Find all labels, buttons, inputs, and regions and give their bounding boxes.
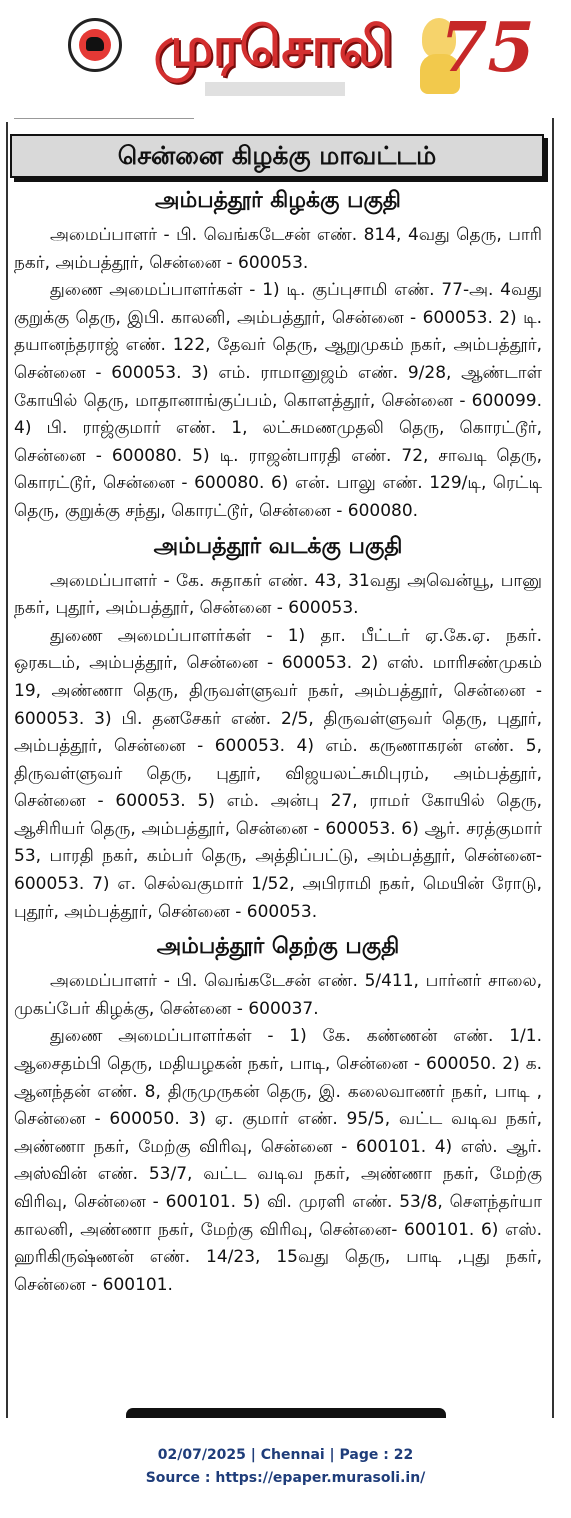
organizer-paragraph: அமைப்பாளர் - பி. வெங்கடேசன் எண். 814, 4வது தெரு, பாரி நகர், அம்பத்தூர், சென்னை - 600053. [14,225,542,273]
section-title: அம்பத்தூர் வடக்கு பகுதி [153,533,403,559]
deputies-paragraph: துணை அமைப்பாளர்கள் - 1) டி. குப்புசாமி எண். 77-அ. 4வது குறுக்கு தெரு, இபி. காலனி, அம்பத்தூர், சென்னை - 600053. 2) டி. தயானந்தராஜ் எண். 122, தேவர் தெரு, ஆறுமுகம் நகர், அம்பத்தூர், சென்னை - 600053. 3) எம். ராமானுஜம் எண். 9/28, ஆண்டாள் கோயில் தெரு, மாதானாங்குப்பம், கொளத்தூர், சென்னை - 600099. 4) பி. ராஜ்குமார் எண். 1, லட்சுமணமுதலி தெரு, கொரட்டூர், சென்னை - 600080. 5) டி. ராஜன்பாரதி எண். 72, சாவடி தெரு, கொரட்டூர், சென்னை - 600080. 6) என். பாலு எண். 129/டி, ரெட்டி தெரு, குறுக்கு சந்து, கொரட்டூர், சென்னை - 600080. [14,280,542,521]
deputies-paragraph: துணை அமைப்பாளர்கள் - 1) தா. பீட்டர் ஏ.கே.ஏ. நகர். ஒரகடம், அம்பத்தூர், சென்னை - 600053. 2) எஸ். மாரிசண்முகம் 19, அண்ணா தெரு, திருவள்ளுவர் நகர், அம்பத்தூர், சென்னை - 600053. 3) பி. தனசேகர் எண். 2/5, திருவள்ளுவர் தெரு, புதூர், அம்பத்தூர், சென்னை - 600053. 4) எம். கருணாகரன் எண். 5, திருவள்ளுவர் தெரு, புதூர், விஜயலட்சுமிபுரம், அம்பத்தூர், சென்னை - 600053. 5) எம். அன்பு 27, ராமர் கோயில் தெரு, ஆசிரியர் தெரு, அம்பத்தூர், சென்னை - 600053. 6) ஆர். சரத்குமார் 53, பாரதி நகர், கம்பர் தெரு, அத்திப்பட்டு, அம்பத்தூர், சென்னை- 600053. 7) எ. செல்வகுமார் 1/52, அபிராமி நகர், மெயின் ரோடு, புதூர், அம்பத்தூர், சென்னை - 600053. [14,625,542,922]
top-divider [14,118,194,125]
organizer-paragraph: அமைப்பாளர் - கே. சுதாகர் எண். 43, 31வது அவென்யூ, பானு நகர், புதூர், அம்பத்தூர், சென்னை - 600053. [14,570,542,619]
deputies-paragraph: துணை அமைப்பாளர்கள் - 1) கே. கண்ணன் எண். 1/1. ஆசைதம்பி தெரு, மதியழகன் நகர், பாடி, சென்னை - 600050. 2) க. ஆனந்தன் எண். 8, திருமுருகன் தெரு, இ. கலைவாணர் நகர், பாடி , சென்னை - 600050. 3) ஏ. குமார் எண். 95/5, வட்ட வடிவ நகர், அண்ணா நகர், மேற்கு விரிவு, சென்னை - 600101. 4) எஸ். ஆர். அஸ்வின் எண். 53/7, வட்ட வடிவ நகர், அண்ணா நகர், மேற்கு விரிவு, சென்னை - 600101. 5) வி. முரளி எண். 53/8, சௌந்தர்யா காலனி, அண்ணா நகர், மேற்கு விரிவு, சென்னை- 600101. 6) எஸ். ஹரிகிருஷ்ணன் எண். 14/23, 15வது தெரு, பாடி ,புது நகர், சென்னை - 600101. [14,1026,542,1295]
district-title: சென்னை கிழக்கு மாவட்டம் [117,141,437,170]
footer-date-line: 02/07/2025 | Chennai | Page : 22 [157,1447,414,1463]
masthead [0,0,571,112]
newspaper-logo: முரசொலி [153,15,393,78]
section-ambattur-east [14,186,542,526]
section-ambattur-south [14,932,542,1299]
section-title: அம்பத்தூர் கிழக்கு பகுதி [155,188,401,213]
district-header-box [10,134,544,178]
section-ambattur-north [14,532,542,927]
section-title: அம்பத்தூர் தெற்கு பகுதி [156,934,400,960]
footer-source-line: Source : https://epaper.murasoli.in/ [145,1470,426,1486]
right-column-rule [552,118,554,1418]
organizer-paragraph: அமைப்பாளர் - பி. வெங்கடேசன் எண். 5/411, பார்னர் சாலை, முகப்பேர் கிழக்கு, சென்னை - 600037. [14,971,542,1019]
anniversary-number: 75 [440,8,535,88]
article-content [14,184,542,1299]
bull-icon [86,37,104,51]
article [6,118,558,1418]
page-footer [0,1444,571,1490]
logo-subtitle-strip [205,82,345,96]
party-seal-logo [68,18,122,72]
left-column-rule [6,122,8,1418]
next-section-heading-cutoff [126,1408,446,1418]
anniversary-badge [420,8,535,98]
